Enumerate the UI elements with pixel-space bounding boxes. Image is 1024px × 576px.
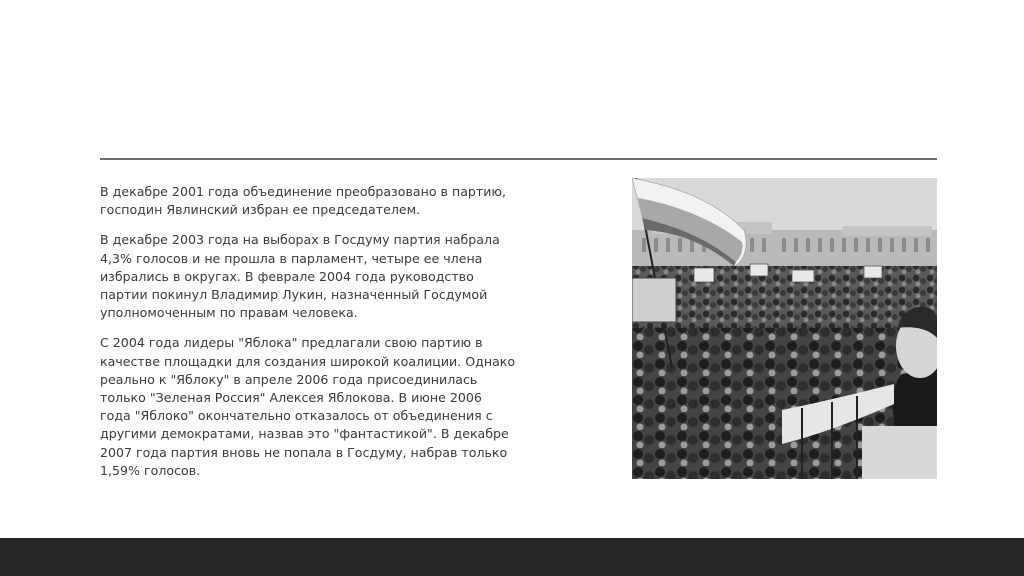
paragraph-2: В декабре 2003 года на выборах в Госдуму партия набрала 4,3% голосов и не прошла в парламент, четыре ее члена избрались в округах. В феврале 2004 года руководство партии покинул Владимир Лукин, назначенный Госдумой уполномоченным по правам человека. — [100, 232, 500, 321]
crowd-far — [632, 266, 937, 336]
banner — [632, 278, 676, 322]
body-text — [100, 183, 570, 492]
footer-bar — [0, 538, 1024, 576]
paragraph-1: В декабре 2001 года объединение преобразовано в партию, господин Явлинский избран ее председателем. — [100, 184, 507, 218]
title-divider — [100, 158, 937, 160]
paragraph-3: С 2004 года лидеры "Яблока" предлагали свою партию в качестве площадки для создания широкой коалиции. Однако реально к "Яблоку" в апреле 2006 года присоединилась только "Зеленая Россия" Алексея Яблокова. В июне 2006 года "Яблоко" окончательно отказалось от объединения с другими демократами, назвав это "фантастикой". В декабре 2007 года партия вновь не попала в Госдуму, набрав только 1,59% голосов. — [100, 335, 516, 478]
rally-photo — [632, 178, 937, 479]
